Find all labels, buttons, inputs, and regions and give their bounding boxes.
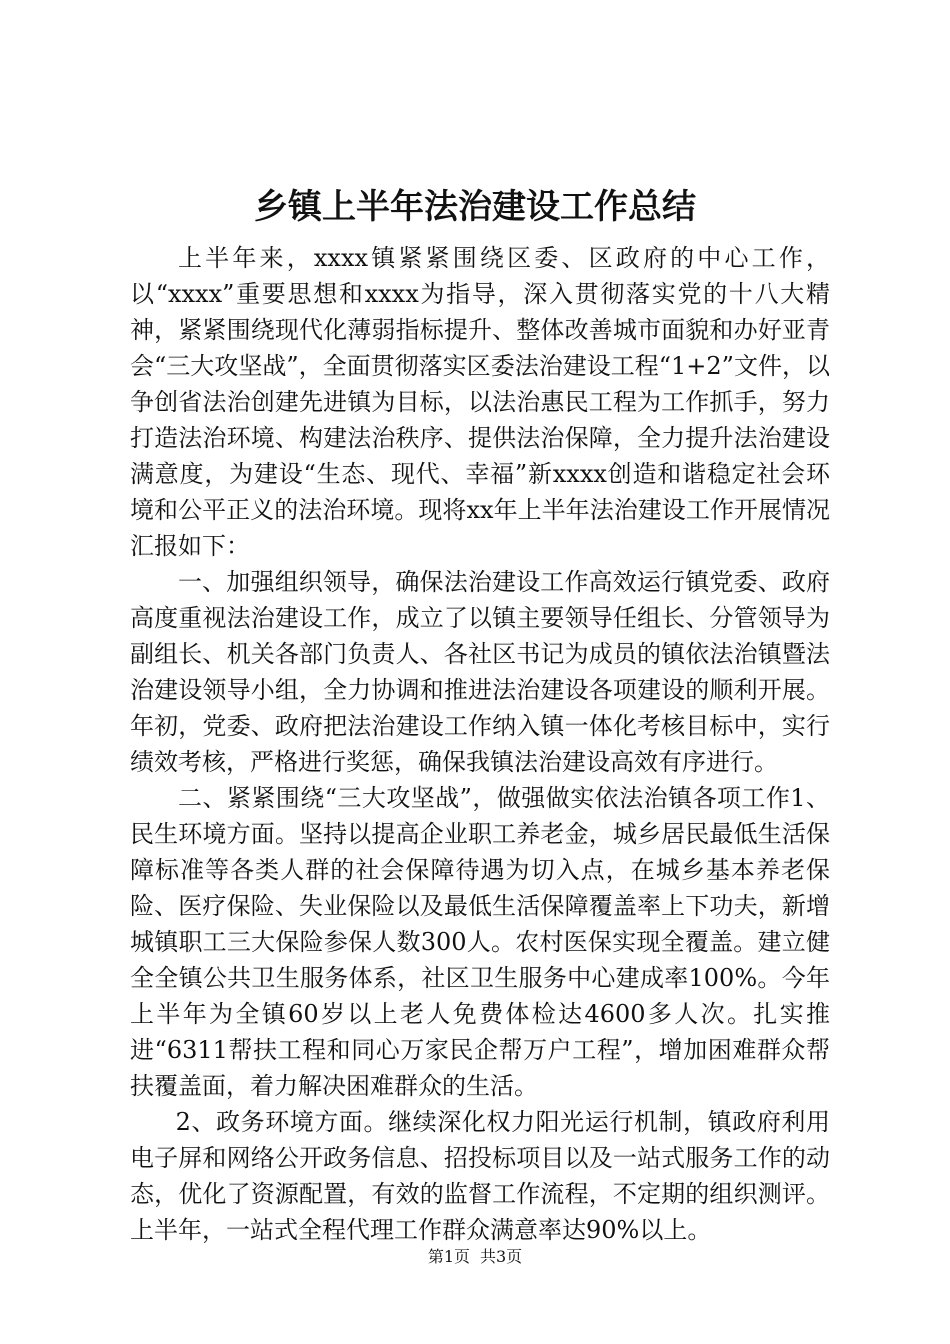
page-number: 第1页	[427, 1247, 470, 1266]
paragraph-section-2-item-2: 2、政务环境方面。继续深化权力阳光运行机制，镇政府利用电子屏和网络公开政务信息、招投标项目以及一站式服务工作的动态，优化了资源配置，有效的监督工作流程，不定期的组织测评。上半年，一站式全程代理工作群众满意率达90%以上。	[130, 1108, 830, 1244]
page-footer	[0, 1246, 950, 1268]
paragraph-section-2: 二、紧紧围绕“三大攻坚战”，做强做实依法治镇各项工作1、民生环境方面。坚持以提高企业职工养老金，城乡居民最低生活保障标准等各类人群的社会保障待遇为切入点，在城乡基本养老保险、医疗保险、失业保险以及最低生活保障覆盖率上下功夫，新增城镇职工三大保险参保人数300人。农村医保实现全覆盖。建立健全全镇公共卫生服务体系，社区卫生服务中心建成率100%。今年上半年为全镇60岁以上老人免费体检达4600多人次。扎实推进“6311帮扶工程和同心万家民企帮万户工程”，增加困难群众帮扶覆盖面，着力解决困难群众的生活。	[130, 784, 830, 1100]
paragraph-intro: 上半年来，xxxx镇紧紧围绕区委、区政府的中心工作，以“xxxx”重要思想和xxxx为指导，深入贯彻落实党的十八大精神，紧紧围绕现代化薄弱指标提升、整体改善城市面貌和办好亚青会“三大攻坚战”，全面贯彻落实区委法治建设工程“1+2”文件，以争创省法治创建先进镇为目标，以法治惠民工程为工作抓手，努力打造法治环境、构建法治秩序、提供法治保障，全力提升法治建设满意度，为建设“生态、现代、幸福”新xxxx创造和谐稳定社会环境和公平正义的法治环境。现将xx年上半年法治建设工作开展情况汇报如下：	[130, 244, 830, 560]
page-total: 共3页	[480, 1247, 523, 1266]
paragraph-section-1: 一、加强组织领导，确保法治建设工作高效运行镇党委、政府高度重视法治建设工作，成立了以镇主要领导任组长、分管领导为副组长、机关各部门负责人、各社区书记为成员的镇依法治镇暨法治建设领导小组，全力协调和推进法治建设各项建设的顺利开展。年初，党委、政府把法治建设工作纳入镇一体化考核目标中，实行绩效考核，严格进行奖惩，确保我镇法治建设高效有序进行。	[130, 568, 830, 776]
document-title: 乡镇上半年法治建设工作总结	[254, 187, 696, 227]
document-body	[130, 240, 830, 1248]
